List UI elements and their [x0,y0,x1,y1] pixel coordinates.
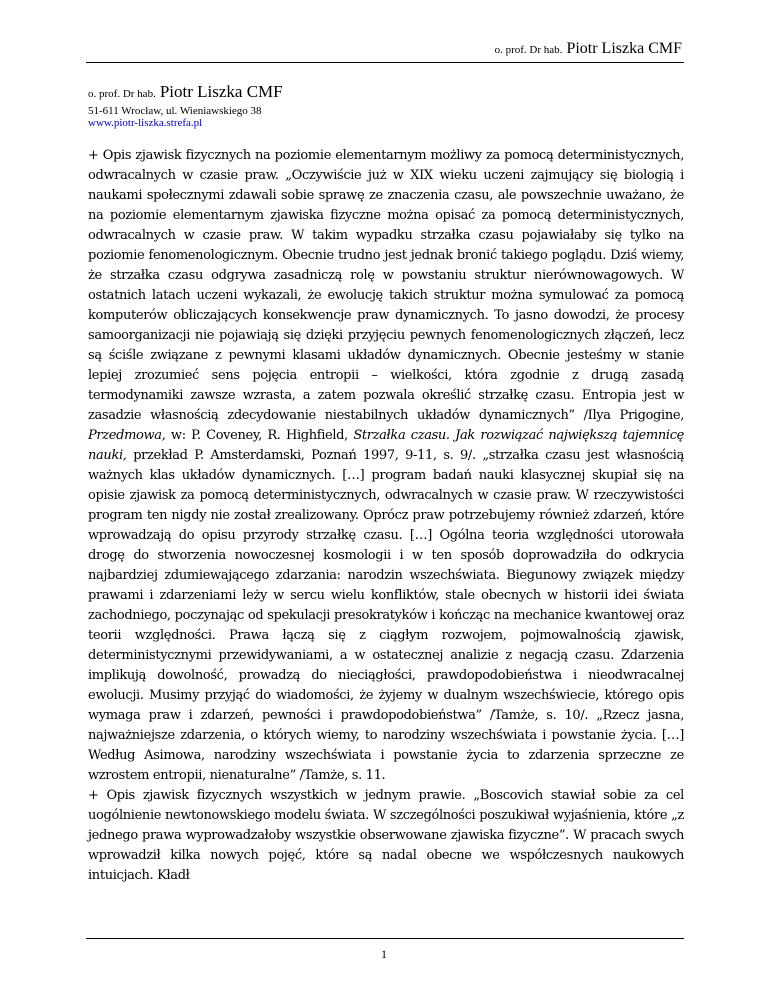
footer-divider [86,938,684,939]
author-line [88,82,283,102]
author-address: 51-611 Wrocław, ul. Wieniawskiego 38 [88,105,262,117]
author-name: Piotr Liszka CMF [159,82,283,101]
body-text [88,146,684,886]
running-header [495,40,682,58]
header-author-name: Piotr Liszka CMF [566,40,682,57]
paragraph-1-italic-title-2: Strzałka czasu. Jak rozwiązać największą tajemnicę nauki, [88,428,684,463]
paragraph-1-part-c: przekład P. Amsterdamski, Poznań 1997, 9-11, s. 9/. „strzałka czasu jest własnością ważnych klas układów dynamicznych. […] program badań nauki klasycznej skupiał się na opisie zjawisk za pomocą deterministycznych, odwracalnych w czasie praw. W rzeczywistości program ten nigdy nie został zrealizowany. Oprócz praw potrzebujemy również zdarzeń, które wprowadzają do opisu przyrody strzałkę czasu. […] Ogólna teoria względności utorowała drogę do stworzenia nowoczesnej kosmologii i w ten sposób doprowadziła do odkrycia najbardziej zdumiewającego zdarzania: narodzin wszechświata. Biegunowy związek między prawami i zdarzeniami leży w sercu wielu konfliktów, stale obecnych w historii idei świata zachodniego, poczynając od spekulacji presokratyków i kończąc na mechanice kwantowej oraz teorii względności. Prawa łączą się z ciągłym rozwojem, pojmowalnością zjawisk, deterministycznymi przewidywaniami, a w ostatecznej analizie z negacją czasu. Zdarzenia implikują dowolność, prowadzą do nieciągłości, prawdopodobieństwa i nieodwracalnej ewolucji. Musimy przyjąć do wiadomości, że żyjemy w dualnym wszechświecie, którego opis wymaga praw i zdarzeń, pewności i prawdopodobieństwa” /Tamże, s. 10/. „Rzecz jasna, najważniejsze zdarzenia, o których wiemy, to narodziny wszechświata i powstanie życia. […] Według Asimowa, narodziny wszechświata i powstanie życia to zdarzenia sprzeczne ze wzrostem entropii, nienaturalne” /Tamże, s. 11. [88,448,684,783]
author-title-prefix: o. prof. Dr hab. [88,88,156,100]
page-number: 1 [381,947,387,961]
paragraph-1-part-b: w: P. Coveney, R. Highfield, [170,428,348,443]
header-divider [86,62,684,63]
author-block [88,82,283,129]
header-title-prefix: o. prof. Dr hab. [494,44,563,56]
paragraph-2: + Opis zjawisk fizycznych wszystkich w jednym prawie. „Boscovich stawiał sobie za cel uogólnienie newtonowskiego modelu świata. W szczególności poszukiwał wyjaśnienia, które „z jednego prawa wyprowadzałoby wszystkie obserwowane zjawiska fizyczne”. W pracach swych wprowadził kilka nowych pojęć, które są nadal obecne we współczesnych naukowych intuicjach. Kładł [88,788,684,883]
author-website-link[interactable]: www.piotr-liszka.strefa.pl [88,117,203,129]
paragraph-1-part-a: + Opis zjawisk fizycznych na poziomie elementarnym możliwy za pomocą deterministycznych, odwracalnych w czasie praw. „Oczywiście już w XIX wieku uczeni zajmujący się biologią i naukami społecznymi zdawali sobie sprawę ze znaczenia czasu, ale powszechnie uważano, że na poziomie elementarnym zjawiska fizyczne można opisać za pomocą deterministycznych, odwracalnych w czasie praw. W takim wypadku strzałka czasu pojawiałaby się tylko na poziomie fenomenologicznym. Obecnie trudno jest jednak bronić takiego poglądu. Dziś wiemy, że strzałka czasu odgrywa zasadniczą rolę w powstaniu struktur nierównowagowych. W ostatnich latach uczeni wykazali, że ewolucję takich struktur można symulować za pomocą komputerów obliczających konsekwencje praw dynamicznych. To jasno dowodzi, że procesy samoorganizacji nie pojawiają się dzięki przyjęciu pewnych fenomenologicznych złączeń, lecz są ściśle związane z pewnymi klasami układów dynamicznych. Obecnie jesteśmy w stanie lepiej zrozumieć sens pojęcia entropii – wielkości, która zgodnie z drugą zasadą termodynamiki zawsze wzrasta, a zatem pozwala określić strzałkę czasu. Entropia jest w zasadzie własnością zdecydowanie niestabilnych układów dynamicznych” /Ilya Prigogine, [88,148,684,423]
paragraph-1 [88,146,684,786]
paragraph-1-italic-title-1: Przedmowa, [88,428,166,443]
